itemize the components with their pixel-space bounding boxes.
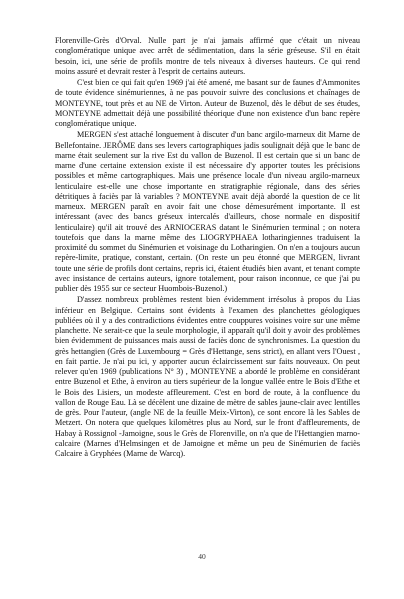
paragraph-2: C'est bien ce qui fait qu'en 1969 j'ai été amené, me basant sur de faunes d'Ammonites de toute évidence sinémuriennes, à ne pas pouvoir suivre des conclusions et chaînages de MONTEYNE, tout près et au NE de Virton. Auteur de Buzenol, dès le début de ses études, MONTEYNE admettait déjà une possibilité théorique d'une non existence d'un banc repère conglomératique unique. <box>55 78 360 128</box>
paragraph-1: Florenville-Grès d'Orval. Nulle part je n'ai jamais affirmé que c'était un niveau conglomératique unique avec arrêt de sédimentation, dans la série gréseuse. S'il en était besoin, ici, une série de profils montre de tels niveaux à diverses hauteurs. Ce qui rend moins assuré et devrait rester à l'esprit de certains auteurs. <box>55 36 360 76</box>
body-text <box>55 36 360 459</box>
paragraph-3: MERGEN s'est attaché longuement à discuter d'un banc argilo-marneux dit Marne de Bellefontaine. JERÔME dans ses levers cartographiques jadis soulignait déjà que le banc de marne était seulement sur la rive Est du vallon de Buzenol. Il est certain que si un banc de marne d'une certaine extension existe il est nécessaire d'y apporter toutes les précisions possibles et même cartographiques. Mais une présence locale d'un niveau argilo-marneux lenticulaire est-elle une chose importante en stratigraphie régionale, dans des séries détritiques à faciès par là variables ? MONTEYNE avait déjà abordé la question de ce lit marneux. MERGEN paraît en avoir fait une chose démesurément importante. Il est intéressant (avec des bancs gréseux intercalés d'ailleurs, chose normale en dispositif lenticulaire) qu'il ait trouvé des ARNIOCERAS datant le Sinémurien terminal ; on notera toutefois que dans la marne même des LIOGRYPHAEA lotharingiennes traduisent la proximité du sommet du Sinémurien et voisinage du Lotharingien. On n'en a toujours aucun repère-limite, pratique, constant, certain. (On reste un peu étonné que MERGEN, livrant toute une série de profils dont certains, repris ici, étaient étudiés bien avant, et tenant compte avec insistance de certains auteurs, ignore totalement, pour raison inconnue, ce que j'ai pu publier dès 1955 sur ce secteur Huombois-Buzenol.) <box>55 130 360 293</box>
page-number: 40 <box>198 552 206 561</box>
paragraph-4: D'assez nombreux problèmes restent bien évidemment irrésolus à propos du Lias inférieur en Belgique. Certains sont évidents à l'examen des planchettes géologiques publiées où il y a des contradictions évidentes entre couppures voisines voire sur une même planchette. Ne serait-ce que la seule morphologie, il apparaît qu'il doit y avoir des problèmes bien évidemment de puissances mais aussi de faciès donc de synchronismes. La question du grès hettangien (Grès de Luxembourg = Grès d'Hettange, sens strict), en allant vers l'Ouest , en fait partie. Je n'ai pu ici, y apporter aucun éclaircissement sur faits nouveaux. On peut relever qu'en 1969 (publications N° 3) , MONTEYNE a abordé le problème en considérant entre Buzenol et Ethe, à environ au tiers supérieur de la longue vallée entre le Bois d'Ethe et le Bois des Lisiers, un modeste affleurement. C'est en bord de route, à la confluence du vallon de Rouge Eau. Là se décèlent une dizaine de mètre de sables jaune-clair avec lentilles de grès. Pour l'auteur, (angle NE de la feuille Meix-Virton), ce sont encore là les Sables de Metzert. On notera que quelques kilomètres plus au Nord, sur le front d'affleurements, de Habay à Rossignol -Jamoigne, sous le Grès de Florenville, on n'a que de l'Hettangien marno-calcaire (Marnes d'Helmsingen et de Jamoigne et même un peu de Sinémurien de faciès Calcaire à Gryphées (Marne de Warcq). <box>55 295 360 458</box>
